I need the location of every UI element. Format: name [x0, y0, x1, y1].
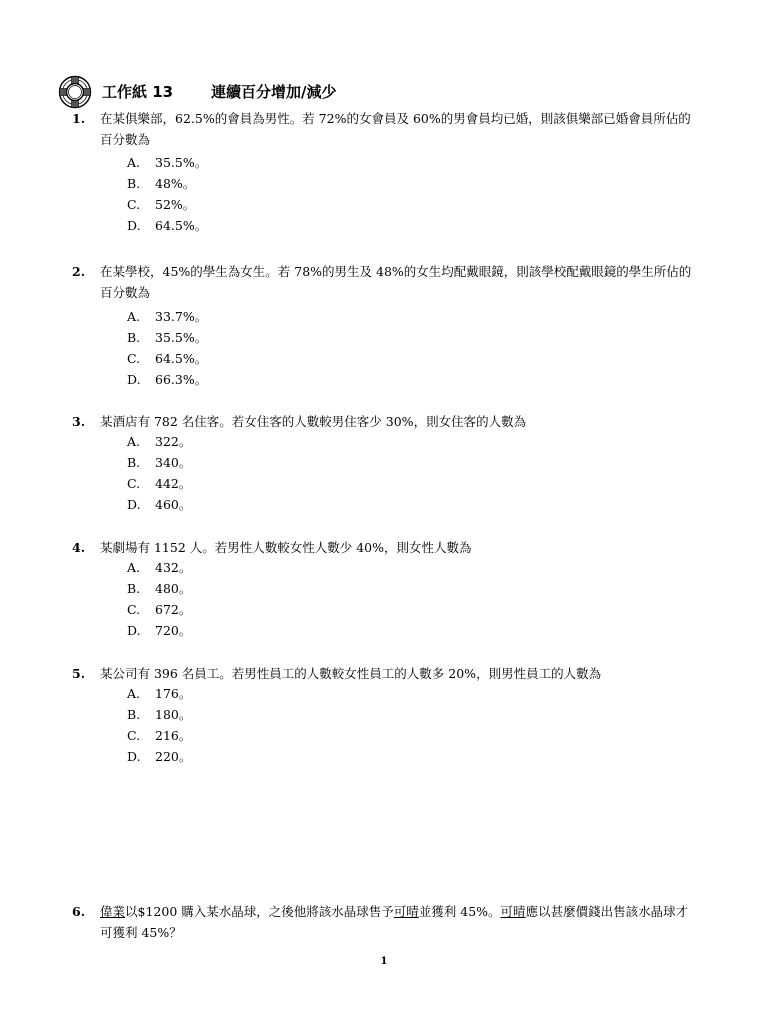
option-list — [127, 683, 191, 767]
option-value: 35.5%。 — [155, 155, 208, 170]
option-label: D. — [127, 218, 141, 233]
option-c — [127, 725, 191, 746]
option-d — [127, 369, 207, 390]
option-b — [127, 704, 191, 725]
option-value: 672。 — [155, 602, 192, 617]
option-c — [127, 348, 207, 369]
option-c — [127, 599, 191, 620]
option-label: A. — [127, 155, 141, 170]
option-d — [127, 746, 191, 767]
option-value: 322。 — [155, 434, 192, 449]
option-value: 340。 — [155, 455, 192, 470]
person-name: 可晴 — [500, 904, 526, 919]
option-a — [127, 557, 191, 578]
option-list — [127, 152, 207, 236]
option-list — [127, 431, 191, 515]
person-name: 可晴 — [393, 904, 419, 919]
option-a — [127, 683, 191, 704]
option-b — [127, 578, 191, 599]
question-text: 在某俱樂部，62.5%的會員為男性。若 72%的女會員及 60%的男會員均已婚，則該俱樂部已婚會員所佔的百分數為 — [100, 111, 691, 147]
question-number: 6. — [72, 904, 86, 919]
option-value: 216。 — [155, 728, 192, 743]
question-number: 3. — [72, 414, 86, 429]
option-list — [127, 557, 191, 641]
option-c — [127, 473, 191, 494]
option-label: B. — [127, 455, 141, 470]
option-value: 33.7%。 — [155, 309, 208, 324]
option-label: A. — [127, 309, 141, 324]
option-c — [127, 194, 207, 215]
question-text: 在某學校，45%的學生為女生。若 78%的男生及 48%的女生均配戴眼鏡，則該學校配戴眼鏡的學生所佔的百分數為 — [100, 264, 692, 300]
option-value: 432。 — [155, 560, 192, 575]
option-b — [127, 173, 207, 194]
option-label: B. — [127, 176, 141, 191]
person-name: 偉業 — [100, 904, 126, 919]
question-number: 5. — [72, 666, 86, 681]
option-label: C. — [127, 602, 141, 617]
option-value: 64.5%。 — [155, 218, 208, 233]
option-value: 720。 — [155, 623, 192, 638]
question-text: 某酒店有 782 名住客。若女住客的人數較男住客少 30%，則女住客的人數為 — [100, 414, 527, 429]
option-label: C. — [127, 476, 141, 491]
option-value: 176。 — [155, 686, 192, 701]
question-number: 1. — [72, 111, 86, 126]
worksheet-topic: 連續百分增加/減少 — [211, 83, 337, 101]
option-value: 48%。 — [155, 176, 196, 191]
option-label: D. — [127, 623, 141, 638]
option-value: 64.5%。 — [155, 351, 208, 366]
option-label: C. — [127, 728, 141, 743]
option-a — [127, 306, 207, 327]
option-d — [127, 215, 207, 236]
question-number: 4. — [72, 540, 86, 555]
option-label: A. — [127, 686, 141, 701]
option-b — [127, 327, 207, 348]
option-label: D. — [127, 497, 141, 512]
option-a — [127, 431, 191, 452]
option-label: C. — [127, 351, 141, 366]
question-text — [100, 901, 700, 943]
option-value: 460。 — [155, 497, 192, 512]
question-text: 某公司有 396 名員工。若男性員工的人數較女性員工的人數多 20%，則男性員工的人數為 — [100, 666, 602, 681]
option-value: 180。 — [155, 707, 192, 722]
question-text-part: 應以甚麼價錢出售該水晶球才可獲利 45%？ — [100, 904, 689, 940]
page-number: 1 — [380, 956, 388, 967]
option-label: D. — [127, 372, 141, 387]
worksheet-label: 工作紙 13 — [102, 83, 174, 101]
option-label: A. — [127, 560, 141, 575]
option-a — [127, 152, 207, 173]
option-label: B. — [127, 581, 141, 596]
option-label: D. — [127, 749, 141, 764]
option-list — [127, 306, 207, 390]
option-value: 442。 — [155, 476, 192, 491]
option-value: 66.3%。 — [155, 372, 208, 387]
question-text-part: 以$1200 購入某水晶球，之後他將該水晶球售予 — [125, 904, 394, 919]
option-d — [127, 494, 191, 515]
option-value: 52%。 — [155, 197, 196, 212]
option-b — [127, 452, 191, 473]
worksheet-header — [58, 74, 337, 110]
option-d — [127, 620, 191, 641]
option-label: B. — [127, 707, 141, 722]
question-text-part: 並獲利 45%。 — [418, 904, 501, 919]
question-number: 2. — [72, 264, 86, 279]
option-label: B. — [127, 330, 141, 345]
option-label: C. — [127, 197, 141, 212]
option-value: 35.5%。 — [155, 330, 208, 345]
question-text: 某劇場有 1152 人。若男性人數較女性人數少 40%，則女性人數為 — [100, 540, 472, 555]
option-value: 220。 — [155, 749, 192, 764]
option-value: 480。 — [155, 581, 192, 596]
lifebuoy-icon — [58, 75, 92, 109]
option-label: A. — [127, 434, 141, 449]
